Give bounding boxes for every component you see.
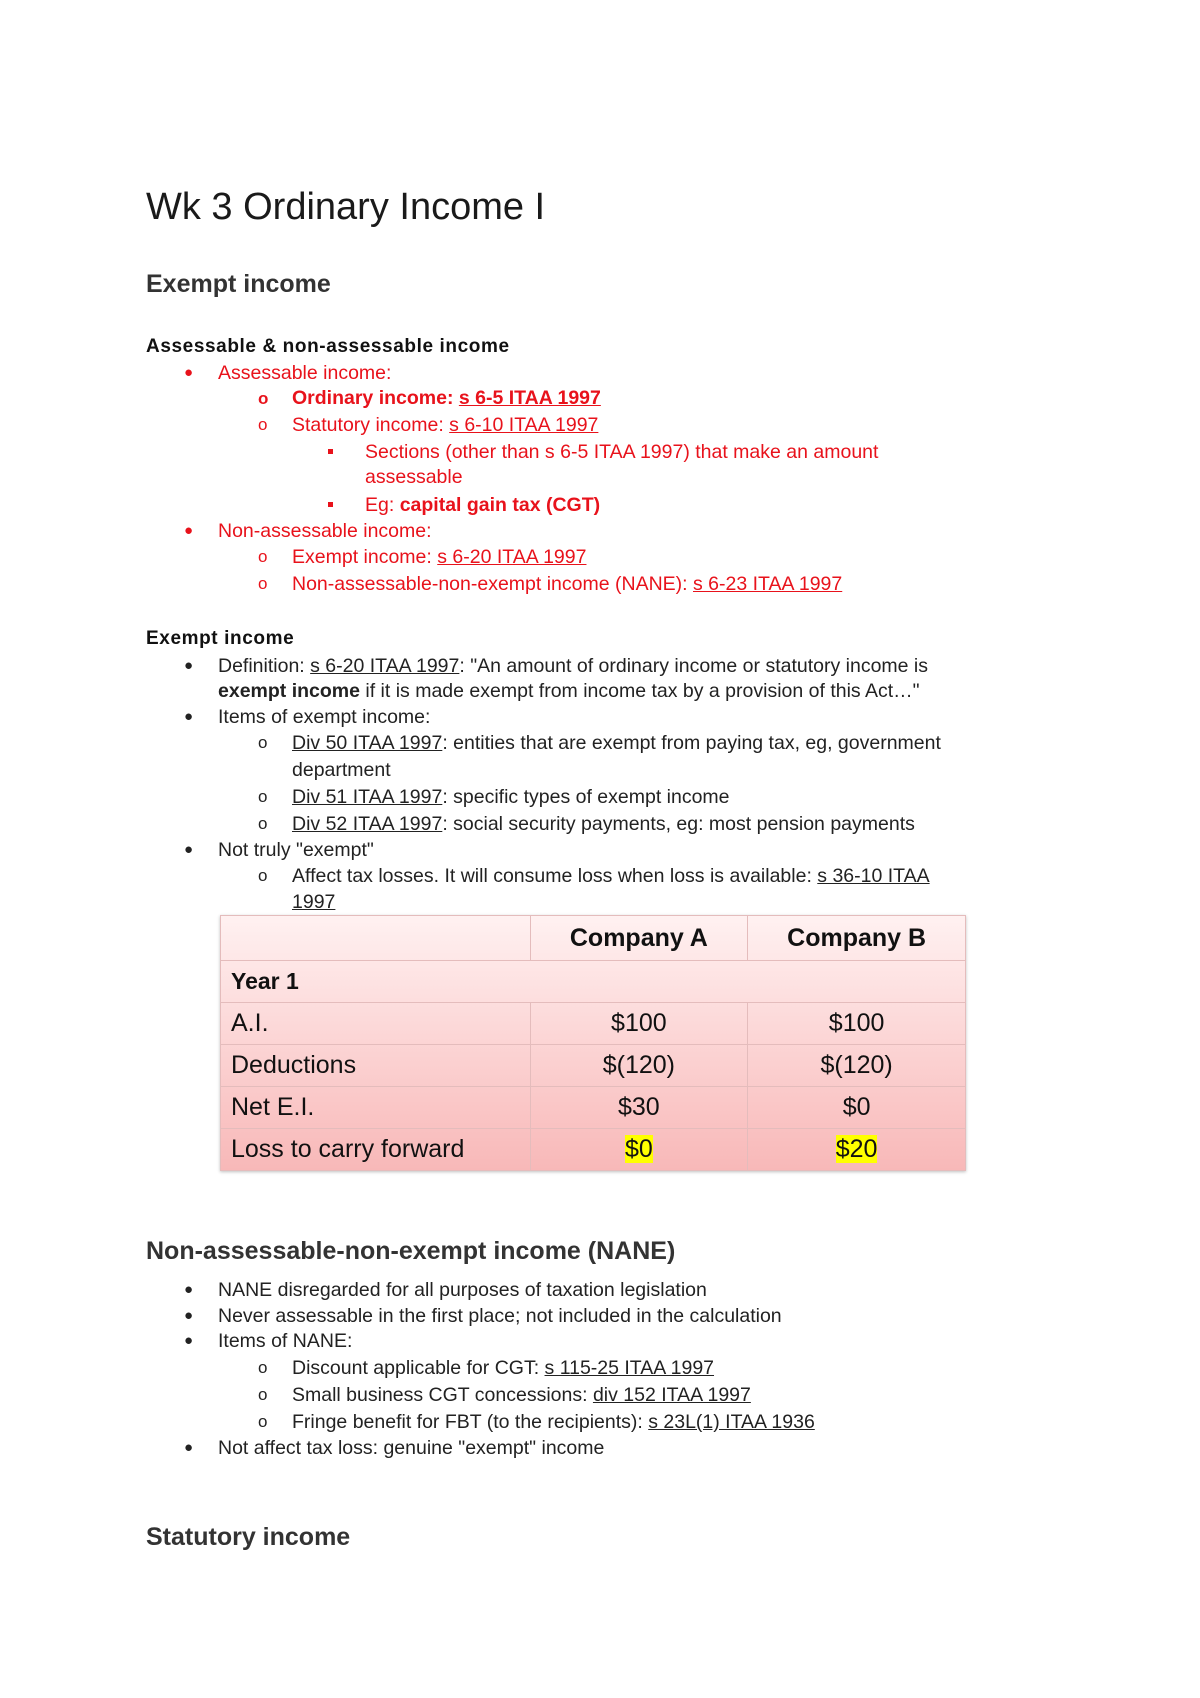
circle-bullet-icon: o <box>258 733 268 752</box>
reference-link[interactable]: Div 50 ITAA 1997 <box>292 732 443 754</box>
reference-link[interactable]: Div 52 ITAA 1997 <box>292 813 443 835</box>
list-item: Items of NANE: <box>218 1330 353 1352</box>
list-item: Fringe benefit for FBT (to the recipients): s 23L(1) ITAA 1936 <box>292 1411 815 1433</box>
table-cell: Net E.I. <box>221 1087 531 1129</box>
list-item: Non-assessable-non-exempt income (NANE): s 6-23 ITAA 1997 <box>292 573 843 595</box>
circle-bullet-icon: o <box>258 415 268 434</box>
bullet-icon: ● <box>184 841 194 858</box>
highlighted-value: $20 <box>835 1135 878 1163</box>
reference-link[interactable]: div 152 ITAA 1997 <box>592 1384 751 1406</box>
circle-bullet-icon: o <box>258 814 268 833</box>
reference-link[interactable]: 1997 <box>292 891 336 913</box>
reference-link[interactable]: s 23L(1) ITAA 1936 <box>648 1411 815 1433</box>
list-item: Not affect tax loss: genuine "exempt" income <box>218 1437 605 1459</box>
list-item: Never assessable in the first place; not included in the calculation <box>218 1305 782 1327</box>
bullet-icon: ● <box>184 657 194 674</box>
circle-bullet-icon: o <box>258 1358 268 1377</box>
table-cell: $100 <box>530 1003 748 1045</box>
list-item-continuation: department <box>292 759 391 781</box>
reference-link[interactable]: s 36-10 ITAA <box>817 865 930 887</box>
circle-bullet-icon: o <box>258 1385 268 1404</box>
reference-link[interactable]: s 6-23 ITAA 1997 <box>693 573 843 595</box>
list-item: Div 51 ITAA 1997: specific types of exempt income <box>292 786 730 808</box>
table-cell <box>530 1129 748 1171</box>
bullet-icon: ● <box>184 1281 194 1298</box>
table-cell: A.I. <box>221 1003 531 1045</box>
circle-bullet-icon: o <box>258 547 268 566</box>
list-item: Non-assessable income: <box>218 520 432 542</box>
list-item: Not truly "exempt" <box>218 839 374 861</box>
list-item: NANE disregarded for all purposes of taxation legislation <box>218 1279 707 1301</box>
list-item: Items of exempt income: <box>218 706 431 728</box>
table-cell: $0 <box>748 1087 966 1129</box>
list-item: Definition: s 6-20 ITAA 1997: "An amount of ordinary income or statutory income is <box>218 655 929 677</box>
table-cell: $(120) <box>748 1045 966 1087</box>
bullet-icon: ● <box>184 364 194 381</box>
bullet-icon: ● <box>184 1307 194 1324</box>
bullet-icon: ● <box>184 1439 194 1456</box>
list-item: Small business CGT concessions: div 152 ITAA 1997 <box>292 1384 751 1406</box>
table-row <box>221 1003 966 1045</box>
list-item: Sections (other than s 6-5 ITAA 1997) that make an amount <box>365 441 879 463</box>
highlighted-value: $0 <box>624 1135 653 1163</box>
list-item-continuation: assessable <box>365 466 463 488</box>
circle-bullet-icon: o <box>258 787 268 806</box>
table-cell <box>748 1129 966 1171</box>
circle-bullet-icon: o <box>258 866 268 885</box>
reference-link[interactable]: s 6-10 ITAA 1997 <box>449 414 599 436</box>
table-row <box>221 961 966 1003</box>
reference-link[interactable]: s 115-25 ITAA 1997 <box>544 1357 715 1379</box>
list-item: Ordinary income: s 6-5 ITAA 1997 <box>292 387 601 409</box>
list-item: Assessable income: <box>218 362 392 384</box>
table-cell: Loss to carry forward <box>221 1129 531 1171</box>
circle-bullet-icon: o <box>258 574 268 593</box>
reference-link[interactable]: Div 51 ITAA 1997 <box>292 786 443 808</box>
reference-link[interactable]: s 6-20 ITAA 1997 <box>437 546 587 568</box>
table-row <box>221 1129 966 1171</box>
bullet-icon: ● <box>184 1332 194 1349</box>
heading-nane: Non-assessable-non-exempt income (NANE) <box>146 1237 676 1265</box>
heading-exempt-income: Exempt income <box>146 270 331 298</box>
page-title: Wk 3 Ordinary Income I <box>146 186 546 228</box>
list-item: Exempt income: s 6-20 ITAA 1997 <box>292 546 587 568</box>
heading-exempt-sub: Exempt income <box>146 628 295 649</box>
list-item: Affect tax losses. It will consume loss when loss is available: s 36-10 ITAA <box>292 865 930 887</box>
table-row <box>221 1045 966 1087</box>
table-header-cell <box>221 916 531 961</box>
table-header-cell: Company A <box>530 916 748 961</box>
list-item-continuation: exempt income if it is made exempt from income tax by a provision of this Act…" <box>218 680 920 702</box>
circle-bullet-icon: o <box>258 1412 268 1431</box>
square-bullet-icon <box>328 449 333 454</box>
heading-statutory-income: Statutory income <box>146 1523 351 1551</box>
table-row <box>221 1087 966 1129</box>
bullet-icon: ● <box>184 522 194 539</box>
list-item: Statutory income: s 6-10 ITAA 1997 <box>292 414 599 436</box>
table-cell: Year 1 <box>221 961 966 1003</box>
table-cell: $(120) <box>530 1045 748 1087</box>
table-cell: Deductions <box>221 1045 531 1087</box>
list-item: Discount applicable for CGT: s 115-25 ITAA 1997 <box>292 1357 715 1379</box>
circle-bullet-icon: o <box>258 389 269 408</box>
list-item: Eg: capital gain tax (CGT) <box>365 494 601 516</box>
reference-link[interactable]: s 6-5 ITAA 1997 <box>458 387 601 409</box>
table-cell: $30 <box>530 1087 748 1129</box>
list-item: Div 50 ITAA 1997: entities that are exempt from paying tax, eg, government <box>292 732 941 754</box>
square-bullet-icon <box>328 502 333 507</box>
table-header-cell: Company B <box>748 916 966 961</box>
table-cell: $100 <box>748 1003 966 1045</box>
reference-link[interactable]: s 6-20 ITAA 1997 <box>310 655 460 677</box>
exempt-income-example-table <box>220 915 966 1171</box>
bullet-icon: ● <box>184 708 194 725</box>
heading-assessable: Assessable & non-assessable income <box>146 336 510 357</box>
list-item: Div 52 ITAA 1997: social security payments, eg: most pension payments <box>292 813 915 835</box>
table-header-row <box>221 916 966 961</box>
